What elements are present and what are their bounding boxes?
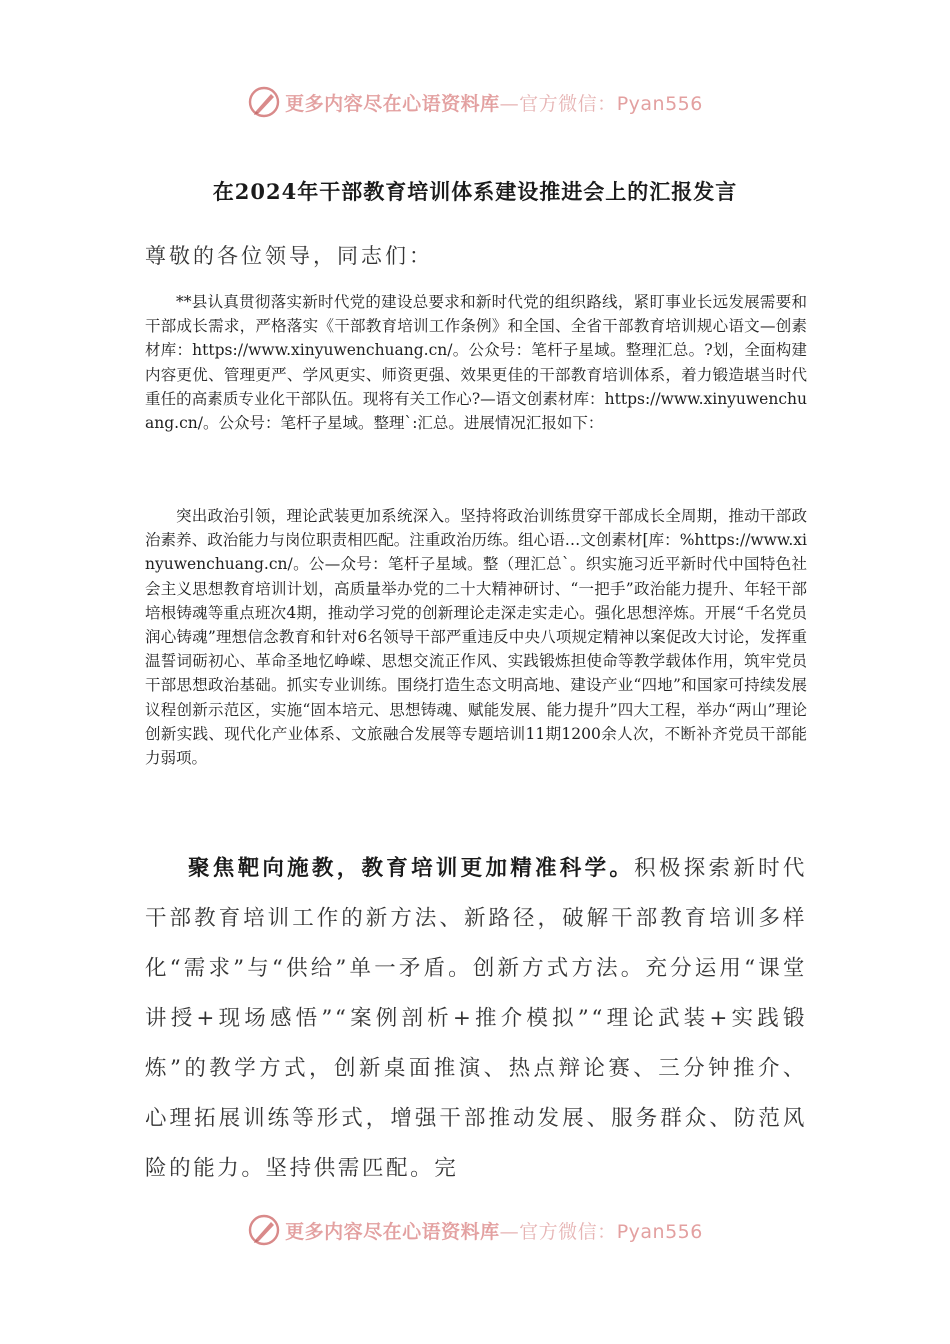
- watermark-text: 更多内容尽在心语资料库—官方微信：Pyan556: [285, 1220, 703, 1243]
- footer-watermark: [0, 1210, 950, 1250]
- pen-logo-icon: [247, 85, 281, 119]
- watermark-text: 更多内容尽在心语资料库—官方微信：Pyan556: [285, 92, 703, 115]
- paragraph-body: 积极探索新时代干部教育培训工作的新方法、新路径，破解干部教育培训多样化“需求”与“供给”单一矛盾。创新方式方法。充分运用“课堂讲授+现场感悟”“案例剖析+推介模拟”“理论武装+实践锻炼”的教学方式，创新桌面推演、热点辩论赛、三分钟推介、心理拓展训练等形式，增强干部推动发展、服务群众、防范风险的能力。坚持供需匹配。完: [145, 856, 807, 1181]
- targeted-teaching-paragraph: [145, 844, 807, 1194]
- salutation: 尊敬的各位领导，同志们：: [145, 244, 433, 268]
- intro-paragraph: **县认真贯彻落实新时代党的建设总要求和新时代党的组织路线，紧盯事业长远发展需要和干部成长需求，严格落实《干部教育培训工作条例》和全国、全省干部教育培训规心语文—创素材库：https://www.xinyuwenchuang.cn/。公众号：笔杆子星域。整理汇总。?划，全面构建内容更优、管理更严、学风更实、师资更强、效果更佳的干部教育培训体系，着力锻造堪当时代重任的高素质专业化干部队伍。现将有关工作心?—语文创素材库：https://www.xinyuwenchuang.cn/。公众号：笔杆子星域。整理`:汇总。进展情况汇报如下：: [145, 293, 807, 433]
- document-title: 在2024年干部教育培训体系建设推进会上的汇报发言: [212, 179, 738, 204]
- paragraph-lead: 聚焦靶向施教，教育培训更加精准科学。: [188, 856, 635, 881]
- pen-logo-icon: [247, 1213, 281, 1247]
- political-guidance-paragraph: 突出政治引领，理论武装更加系统深入。坚持将政治训练贯穿干部成长全周期，推动干部政治素养、政治能力与岗位职责相匹配。注重政治历练。组心语…文创素材[库：%https://www.xinyuwenchuang.cn/。公—众号：笔杆子星域。整（理汇总`。织实施习近平新时代中国特色社会主义思想教育培训计划，高质量举办党的二十大精神研讨、“一把手”政治能力提升、年轻干部培根铸魂等重点班次4期，推动学习党的创新理论走深走实走心。强化思想淬炼。开展“千名党员润心铸魂”理想信念教育和针对6名领导干部严重违反中央八项规定精神以案促改大讨论，发挥重温誓词砺初心、革命圣地忆峥嵘、思想交流正作风、实践锻炼担使命等教学载体作用，筑牢党员干部思想政治基础。抓实专业训练。围绕打造生态文明高地、建设产业“四地”和国家可持续发展议程创新示范区，实施“固本培元、思想铸魂、赋能发展、能力提升”四大工程，举办“两山”理论创新实践、现代化产业体系、文旅融合发展等专题培训11期1200余人次，不断补齐党员干部能力弱项。: [145, 507, 807, 768]
- header-watermark: [0, 82, 950, 122]
